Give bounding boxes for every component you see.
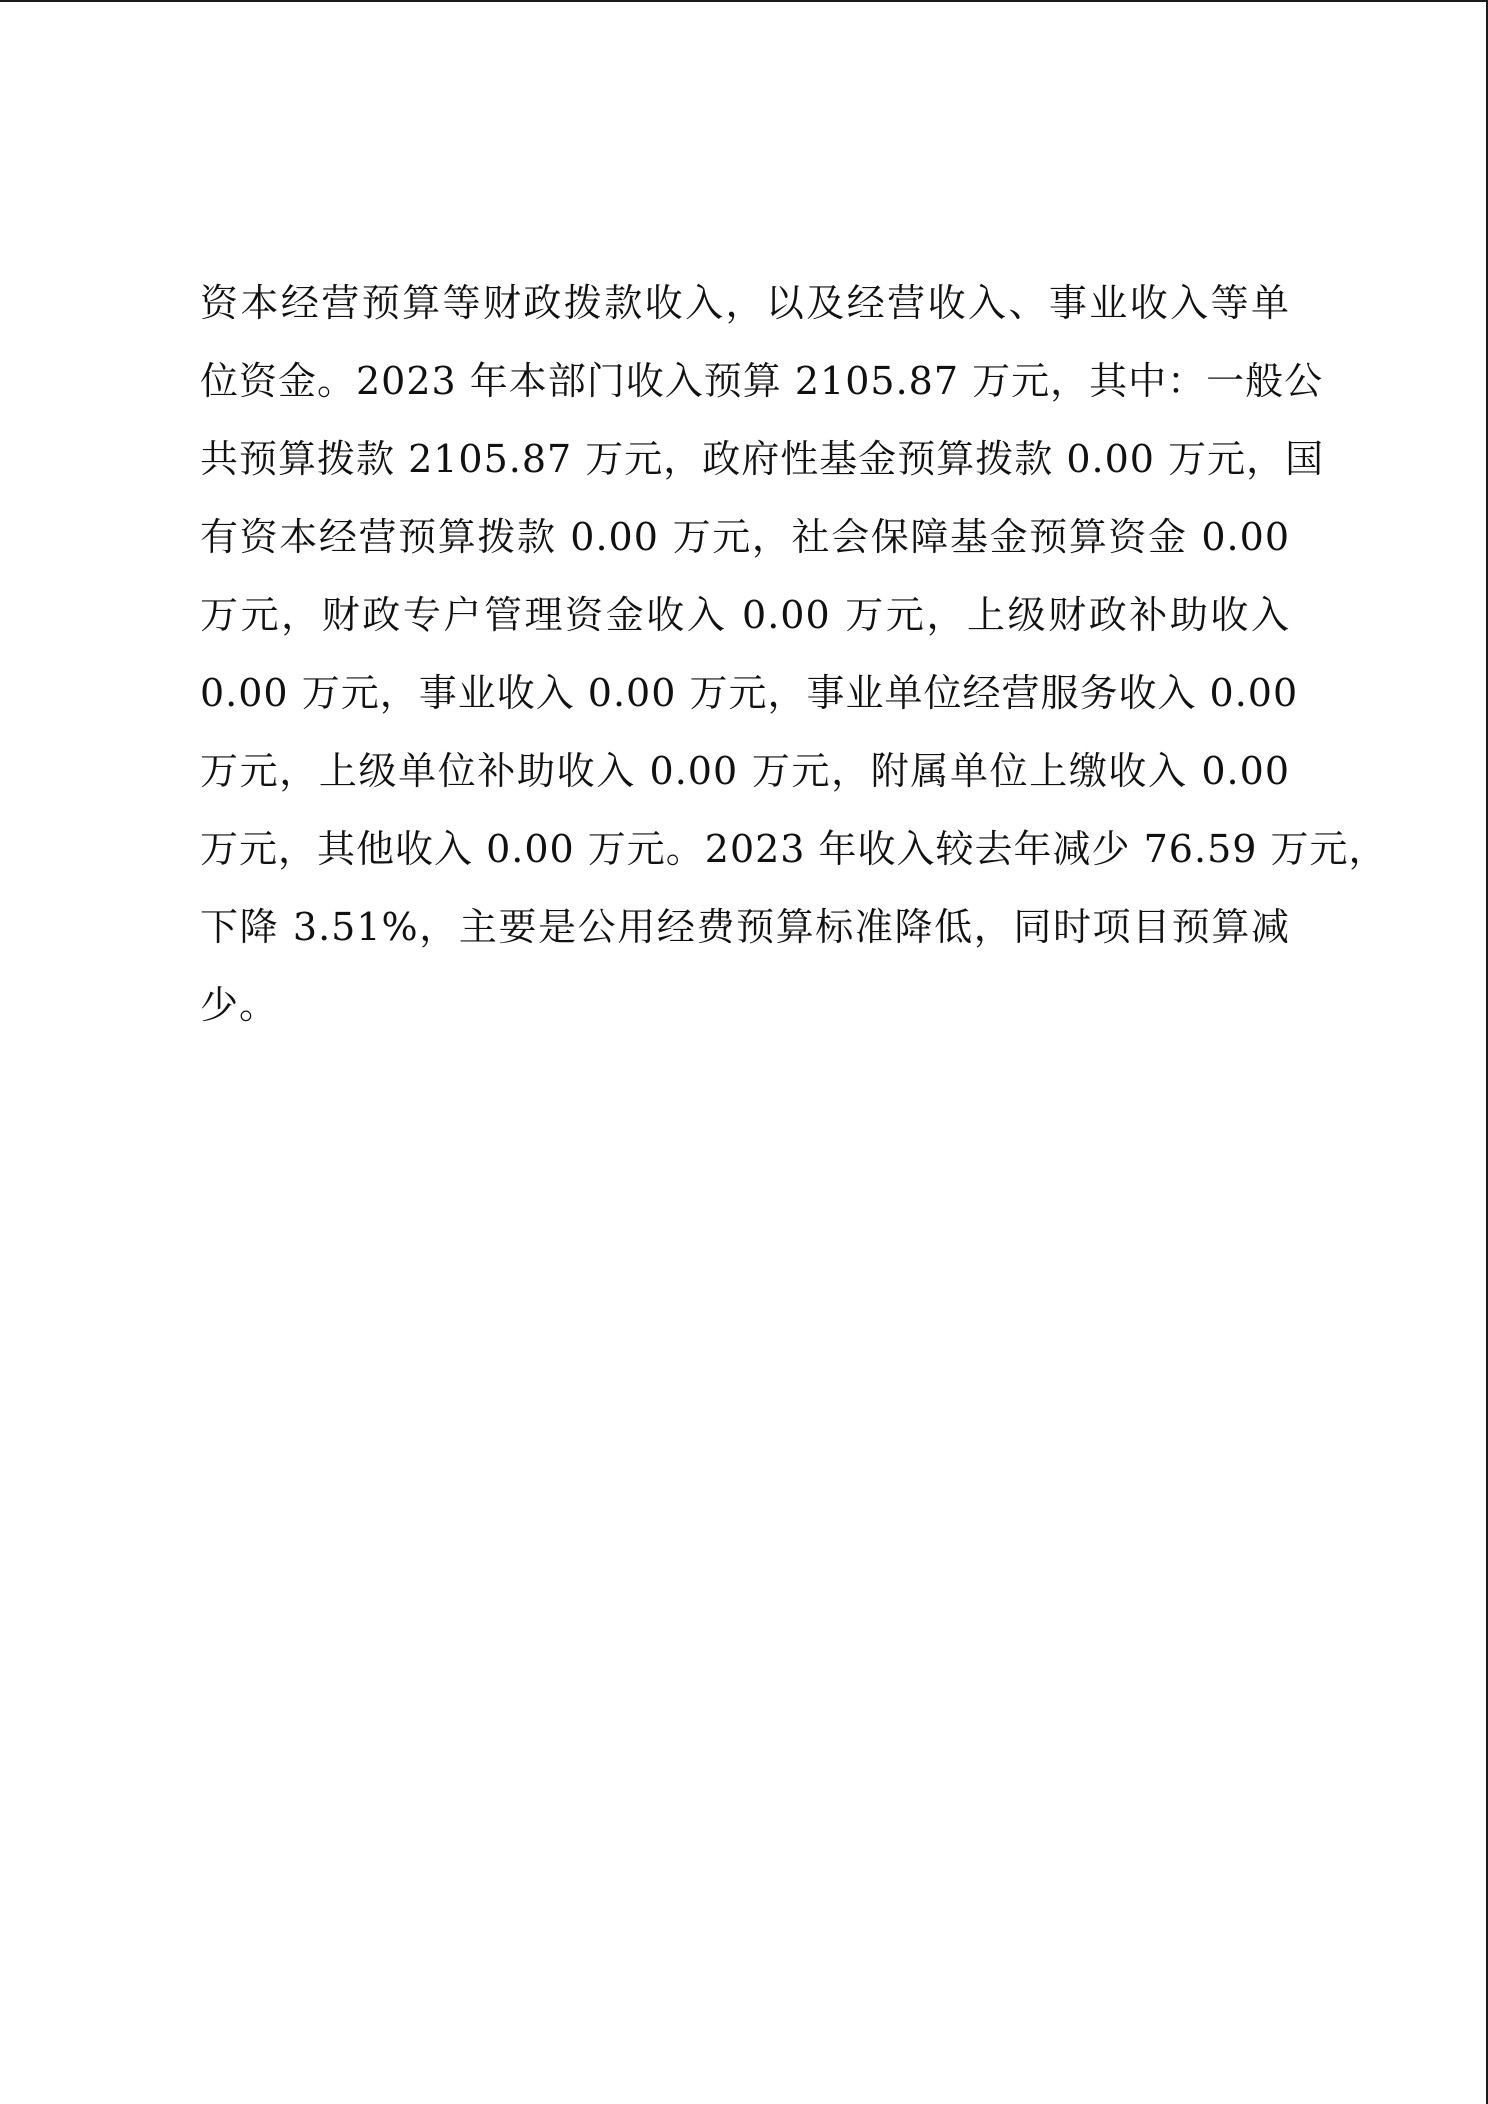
text-line: 万元，财政专户管理资金收入 0.00 万元，上级财政补助收入 bbox=[200, 593, 1290, 637]
text-line: 共预算拨款 2105.87 万元，政府性基金预算拨款 0.00 万元，国 bbox=[200, 437, 1325, 481]
text-line: 资本经营预算等财政拨款收入，以及经营收入、事业收入等单 bbox=[200, 281, 1290, 325]
text-line: 少。 bbox=[200, 983, 279, 1027]
text-line: 万元，上级单位补助收入 0.00 万元，附属单位上缴收入 0.00 bbox=[200, 749, 1290, 793]
text-line: 0.00 万元，事业收入 0.00 万元，事业单位经营服务收入 0.00 bbox=[200, 671, 1299, 715]
text-line: 万元，其他收入 0.00 万元。2023 年收入较去年减少 76.59 万元， bbox=[200, 827, 1388, 871]
text-line: 有资本经营预算拨款 0.00 万元，社会保障基金预算资金 0.00 bbox=[200, 515, 1290, 559]
body-paragraph bbox=[200, 264, 1388, 1044]
text-line: 下降 3.51%，主要是公用经费预算标准降低，同时项目预算减 bbox=[200, 905, 1290, 949]
text-line: 位资金。2023 年本部门收入预算 2105.87 万元，其中：一般公 bbox=[200, 359, 1324, 403]
